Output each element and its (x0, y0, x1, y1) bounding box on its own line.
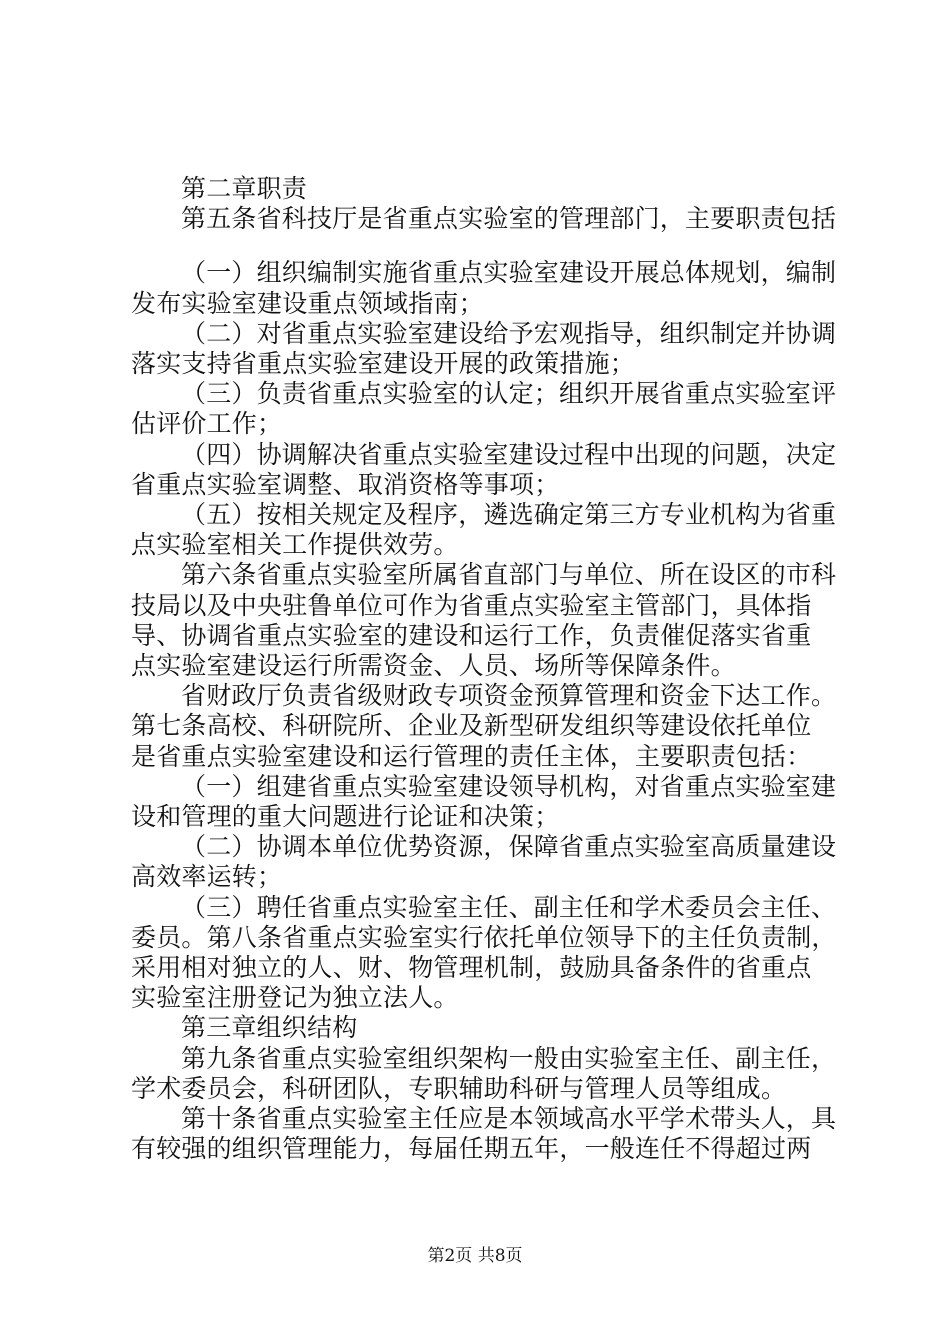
page-number: 第2页 共8页 (427, 1246, 523, 1266)
paragraph-line: 是省重点实验室建设和运行管理的责任主体，主要职责包括： (131, 742, 812, 771)
paragraph-line: （四）协调解决省重点实验室建设过程中出现的问题，决定 (181, 440, 837, 469)
paragraph-line: 设和管理的重大问题进行论证和决策； (131, 802, 560, 831)
paragraph-line: 采用相对独立的人、财、物管理机制，鼓励具备条件的省重点 (131, 953, 812, 982)
paragraph-line: 第六条省重点实验室所属省直部门与单位、所在设区的市科 (181, 560, 837, 589)
paragraph-line: 第七条高校、科研院所、企业及新型研发组织等建设依托单位 (131, 711, 812, 740)
paragraph-line: 点实验室建设运行所需资金、人员、场所等保障条件。 (131, 651, 736, 680)
paragraph-line: 点实验室相关工作提供效劳。 (131, 530, 459, 559)
paragraph-line: （五）按相关规定及程序，遴选确定第三方专业机构为省重 (181, 500, 837, 529)
paragraph-line: 第九条省重点实验室组织架构一般由实验室主任、副主任， (181, 1044, 837, 1073)
paragraph-line: （一）组建省重点实验室建设领导机构，对省重点实验室建 (181, 772, 837, 801)
chapter-heading: 第三章组织结构 (181, 1013, 358, 1042)
paragraph-line: 估评价工作； (131, 409, 283, 438)
paragraph-line: 省重点实验室调整、取消资格等事项； (131, 470, 560, 499)
paragraph-line: 第五条省科技厅是省重点实验室的管理部门，主要职责包括 (181, 204, 837, 233)
paragraph-line: 落实支持省重点实验室建设开展的政策措施； (131, 349, 636, 378)
paragraph-line: 学术委员会，科研团队，专职辅助科研与管理人员等组成。 (131, 1074, 787, 1103)
paragraph-line: 发布实验室建设重点领域指南； (131, 289, 484, 318)
chapter-heading: 第二章职责 (181, 174, 308, 203)
paragraph-line: 导、协调省重点实验室的建设和运行工作，负责催促落实省重 (131, 621, 812, 650)
paragraph-line: （三）负责省重点实验室的认定；组织开展省重点实验室评 (181, 379, 837, 408)
paragraph-line: 高效率运转； (131, 862, 283, 891)
paragraph-line: 省财政厅负责省级财政专项资金预算管理和资金下达工作。 (181, 681, 837, 710)
paragraph-line: （三）聘任省重点实验室主任、副主任和学术委员会主任、 (181, 893, 837, 922)
paragraph-line: （二）协调本单位优势资源，保障省重点实验室高质量建设 (181, 832, 837, 861)
paragraph-line: 委员。第八条省重点实验室实行依托单位领导下的主任负责制， (131, 923, 837, 952)
paragraph-line: 有较强的组织管理能力，每届任期五年，一般连任不得超过两 (131, 1134, 812, 1163)
paragraph-line: （一）组织编制实施省重点实验室建设开展总体规划，编制 (181, 258, 837, 287)
paragraph-line: 技局以及中央驻鲁单位可作为省重点实验室主管部门，具体指 (131, 591, 812, 620)
paragraph-line: 第十条省重点实验室主任应是本领域高水平学术带头人，具 (181, 1104, 837, 1133)
paragraph-line: 实验室注册登记为独立法人。 (131, 983, 459, 1012)
paragraph-line: （二）对省重点实验室建设给予宏观指导，组织制定并协调 (181, 319, 837, 348)
